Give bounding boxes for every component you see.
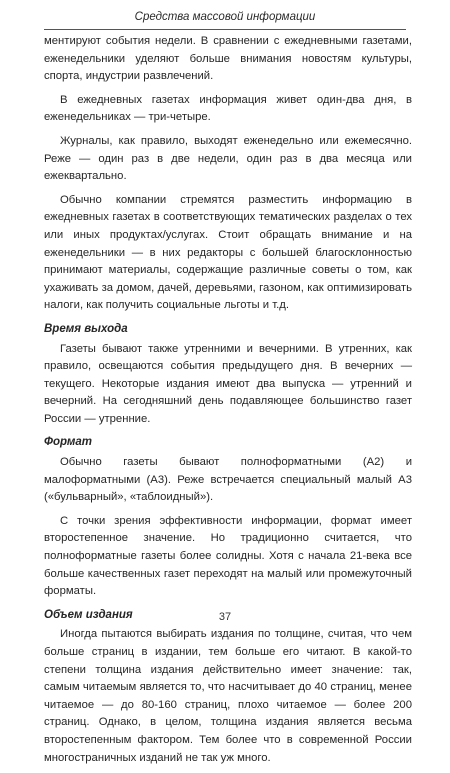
page-header — [0, 0, 450, 28]
page-body — [44, 33, 412, 773]
paragraph-daily-weekly: В ежедневных газетах информация живет один-два дня, в еженедельниках — три-четыре. — [44, 93, 412, 124]
section-title-volume: Объем издания — [44, 608, 133, 621]
paragraph-format: Обычно газеты бывают полноформатными (А2) и малоформатными (А3). Реже встречается специальный малый А3 («бульварный», «таблоидный»). — [44, 456, 412, 504]
header-rule — [44, 29, 406, 30]
paragraph-continuation: ментируют события недели. В сравнении с ежедневными газетами, еженедельники уделяют больше внимания новостям культуры, спорта, индустрии развлечений. — [44, 35, 412, 83]
section-title-release-time: Время выхода — [44, 322, 128, 335]
paragraph-release-time: Газеты бывают также утренними и вечерними. В утренних, как правило, освещаются события предыдущего дня. В вечерних — текущего. Некоторые издания имеют два выпуска — утренний и вечерний. На сегодняшний день подавляющее большинство газет России — утренние. — [44, 342, 412, 425]
section-title-format: Формат — [44, 436, 93, 449]
running-title: Средства массовой информации — [0, 11, 450, 23]
paragraph-volume: Иногда пытаются выбирать издания по толщине, считая, что чем больше страниц в издании, тем больше его читают. В какой-то степени толщина издания действительно имеет значение: так, самым читаемым является то, что насчитывает до 40 страниц, менее читаемое — до 80-160 страниц, плохо читаемое — более 200 страниц. Однако, в целом, толщина издания является весьма второстепенным фактором. Тем более что в современной России многостраничных изданий не так уж много. — [44, 628, 412, 764]
paragraph-companies: Обычно компании стремятся разместить информацию в ежедневных газетах в соответствующих тематических разделах о тех или иных продуктах/услугах. Стоит обращать внимание и на еженедельники — в них редакторы с большей благосклонностью принимают материалы, содержащие различные советы о том, как ухаживать за домом, дачей, деревьями, газоном, как оптимизировать налоги, как получить социальные льготы и т.д. — [44, 193, 412, 312]
page-number: 37 — [218, 611, 232, 623]
paragraph-format-efficiency: С точки зрения эффективности информации, формат имеет второстепенное значение. Но традиционно считается, что полноформатные газеты более солидны. Хотя с начала 21-века все больше качественных газет переходят на малый или промежуточный форматы. — [44, 514, 412, 598]
paragraph-magazines: Журналы, как правило, выходят еженедельно или ежемесячно. Реже — один раз в две недели, один раз в два месяца или ежеквартально. — [44, 134, 412, 183]
